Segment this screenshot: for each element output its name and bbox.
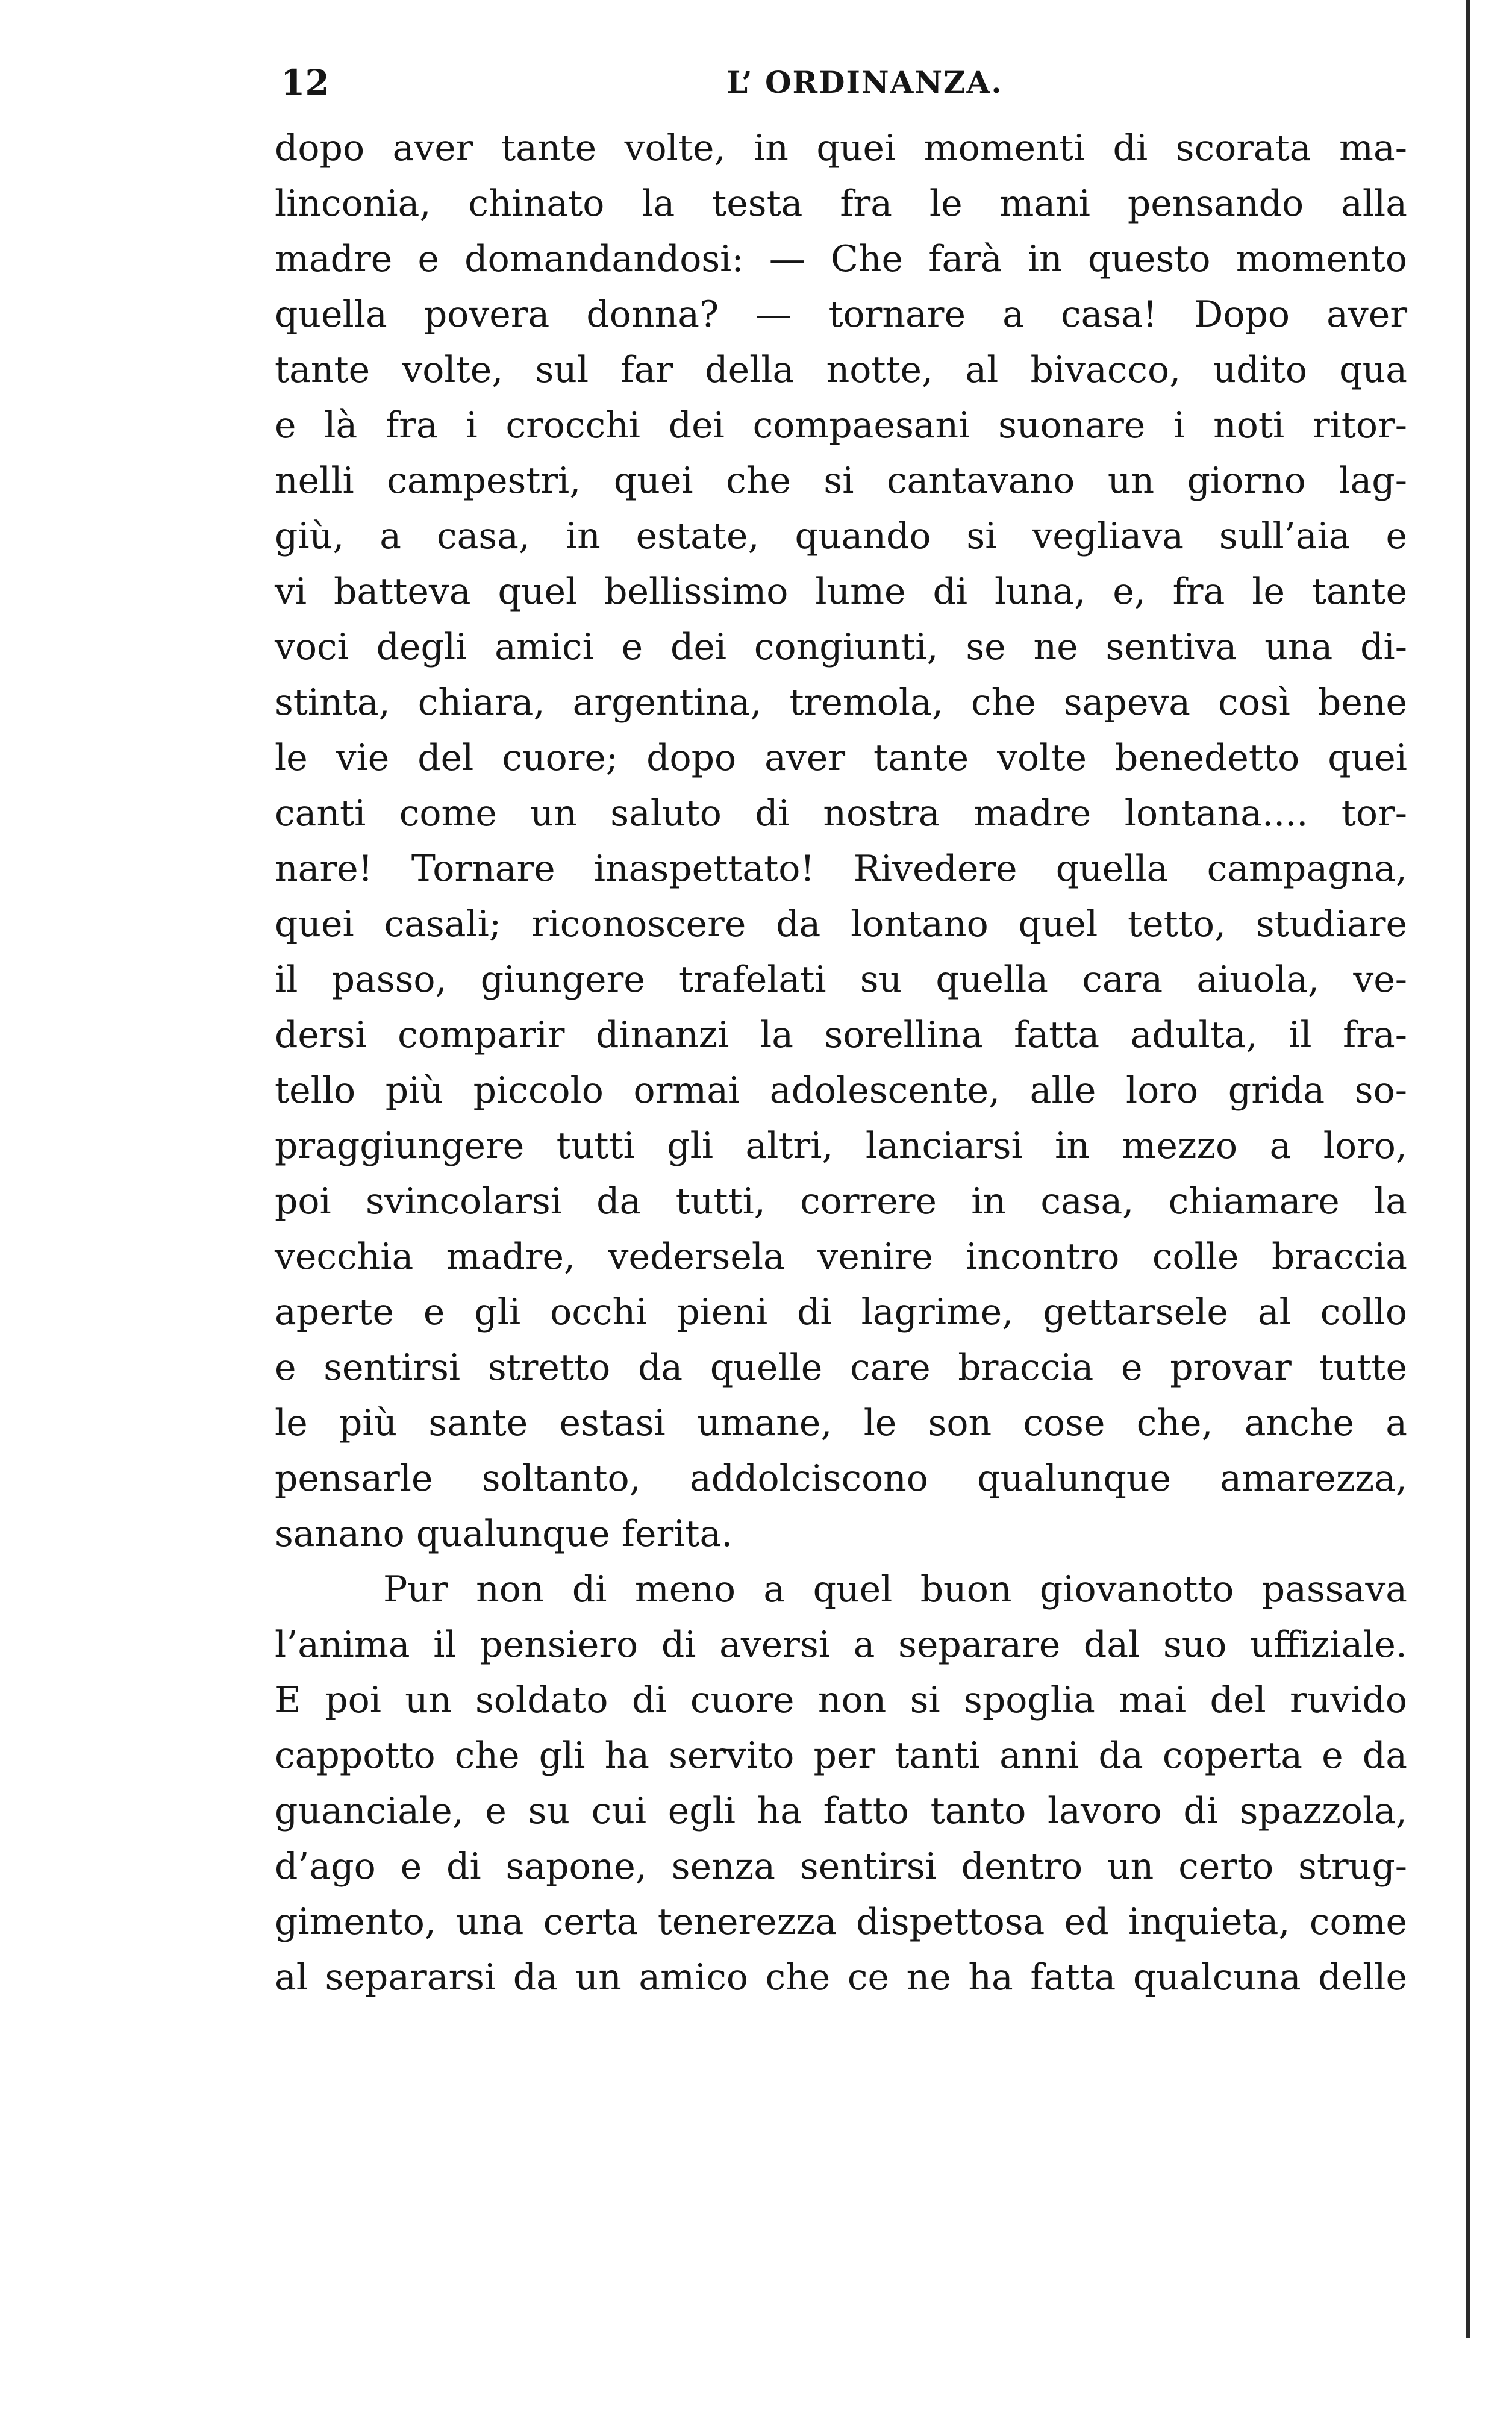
text-line: dersi comparir dinanzi la sorellina fatta adulta, il fra- (275, 1014, 1407, 1056)
text-line: aperte e gli occhi pieni di lagrime, gettarsele al collo (275, 1291, 1407, 1333)
text-line: canti come un saluto di nostra madre lontana.... tor- (275, 792, 1407, 834)
text-line: al separarsi da un amico che ce ne ha fatta qualcuna delle (275, 1956, 1407, 1998)
text-line: E poi un soldato di cuore non si spoglia mai del ruvido (275, 1679, 1407, 1721)
text-line: cappotto che gli ha servito per tanti anni da coperta e da (275, 1735, 1407, 1777)
text-line: gimento, una certa tenerezza dispettosa ed inquieta, come (275, 1901, 1407, 1943)
text-line: l’anima il pensiero di aversi a separare dal suo uffiziale. (275, 1624, 1407, 1666)
text-line: madre e domandandosi: — Che farà in questo momento (275, 238, 1407, 280)
text-line: quei casali; riconoscere da lontano quel tetto, studiare (275, 903, 1407, 945)
body-text (275, 120, 1407, 2005)
text-line: e sentirsi stretto da quelle care braccia e provar tutte (275, 1347, 1407, 1389)
text-line: il passo, giungere trafelati su quella cara aiuola, ve- (275, 959, 1407, 1001)
text-line: giù, a casa, in estate, quando si vegliava sull’aia e (275, 515, 1407, 557)
text-line: guanciale, e su cui egli ha fatto tanto lavoro di spazzola, (275, 1790, 1407, 1832)
text-line: vecchia madre, vedersela venire incontro colle braccia (275, 1236, 1407, 1278)
text-line: pensarle soltanto, addolciscono qualunque amarezza, (275, 1457, 1407, 1500)
text-line: poi svincolarsi da tutti, correre in casa, chiamare la (275, 1180, 1407, 1222)
text-line: tello più piccolo ormai adolescente, alle loro grida so- (275, 1069, 1407, 1112)
text-line: voci degli amici e dei congiunti, se ne sentiva una di- (275, 626, 1407, 668)
running-title: L’ ORDINANZA. (726, 64, 1003, 100)
paragraph-start-line: Pur non di meno a quel buon giovanotto passava (383, 1568, 1407, 1610)
text-line: linconia, chinato la testa fra le mani pensando alla (275, 183, 1407, 225)
page-number: 12 (281, 62, 330, 103)
text-line: praggiungere tutti gli altri, lanciarsi in mezzo a loro, (275, 1125, 1407, 1167)
paragraph-end-line: sanano qualunque ferita. (275, 1513, 733, 1555)
text-line: quella povera donna? — tornare a casa! Dopo aver (275, 293, 1407, 336)
text-line: stinta, chiara, argentina, tremola, che sapeva così bene (275, 681, 1407, 724)
page-header (281, 55, 1413, 110)
text-line: nelli campestri, quei che si cantavano un giorno lag- (275, 460, 1407, 502)
page-edge-line (1466, 0, 1470, 2338)
text-line: e là fra i crocchi dei compaesani suonare i noti ritor- (275, 404, 1407, 446)
text-line: d’ago e di sapone, senza sentirsi dentro un certo strug- (275, 1845, 1407, 1888)
text-line: le più sante estasi umane, le son cose che, anche a (275, 1402, 1407, 1444)
text-line: nare! Tornare inaspettato! Rivedere quella campagna, (275, 848, 1407, 890)
text-line: dopo aver tante volte, in quei momenti di scorata ma- (275, 127, 1407, 169)
text-line: vi batteva quel bellissimo lume di luna, e, fra le tante (275, 571, 1407, 613)
text-line: tante volte, sul far della notte, al bivacco, udito qua (275, 349, 1407, 391)
text-line: le vie del cuore; dopo aver tante volte benedetto quei (275, 737, 1407, 779)
